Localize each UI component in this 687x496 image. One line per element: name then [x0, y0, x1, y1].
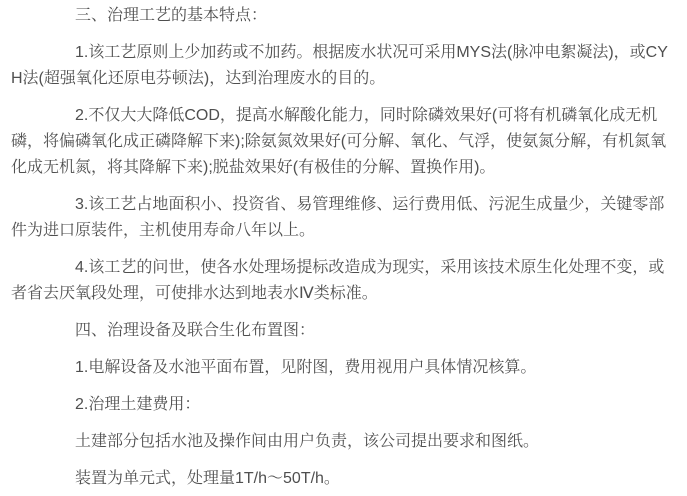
section-heading-equipment-layout: 四、治理设备及联合生化布置图： [75, 322, 316, 339]
paragraph-feature-1: 1.该工艺原则上少加药或不加药。根据废水状况可采用MYS法(脉冲电絮凝法)，或CYH法(超强氧化还原电芬顿法)，达到治理废水的目的。 [11, 44, 668, 87]
paragraph-feature-2: 2.不仅大大降低COD，提高水解酸化能力，同时除磷效果好(可将有机磷氧化成无机磷，将偏磷氧化成正磷降解下来);除氨氮效果好(可分解、氧化、气浮，使氨氮分解，有机氮氧化成无机氮，将其降解下来);脱盐效果好(有极佳的分解、置换作用)。 [11, 107, 667, 176]
paragraph-feature-3: 3.该工艺占地面积小、投资省、易管理维修、运行费用低、污泥生成量少，关键零部件为进口原装件，主机使用寿命八年以上。 [11, 196, 665, 239]
paragraph-civil-works: 土建部分包括水池及操作间由用户负责，该公司提出要求和图纸。 [75, 433, 540, 450]
paragraph-equipment-layout: 1.电解设备及水池平面布置，见附图，费用视用户具体情况核算。 [75, 359, 537, 376]
section-heading-process-features: 三、治理工艺的基本特点： [75, 7, 268, 24]
paragraph-civil-cost-heading: 2.治理土建费用： [75, 396, 201, 413]
paragraph-feature-4: 4.该工艺的问世，使各水处理场提标改造成为现实，采用该技术原生化处理不变，或者省去厌氧段处理，可使排水达到地表水Ⅳ类标准。 [11, 259, 665, 302]
paragraph-unit-capacity: 装置为单元式，处理量1T/h～50T/h。 [75, 470, 340, 487]
